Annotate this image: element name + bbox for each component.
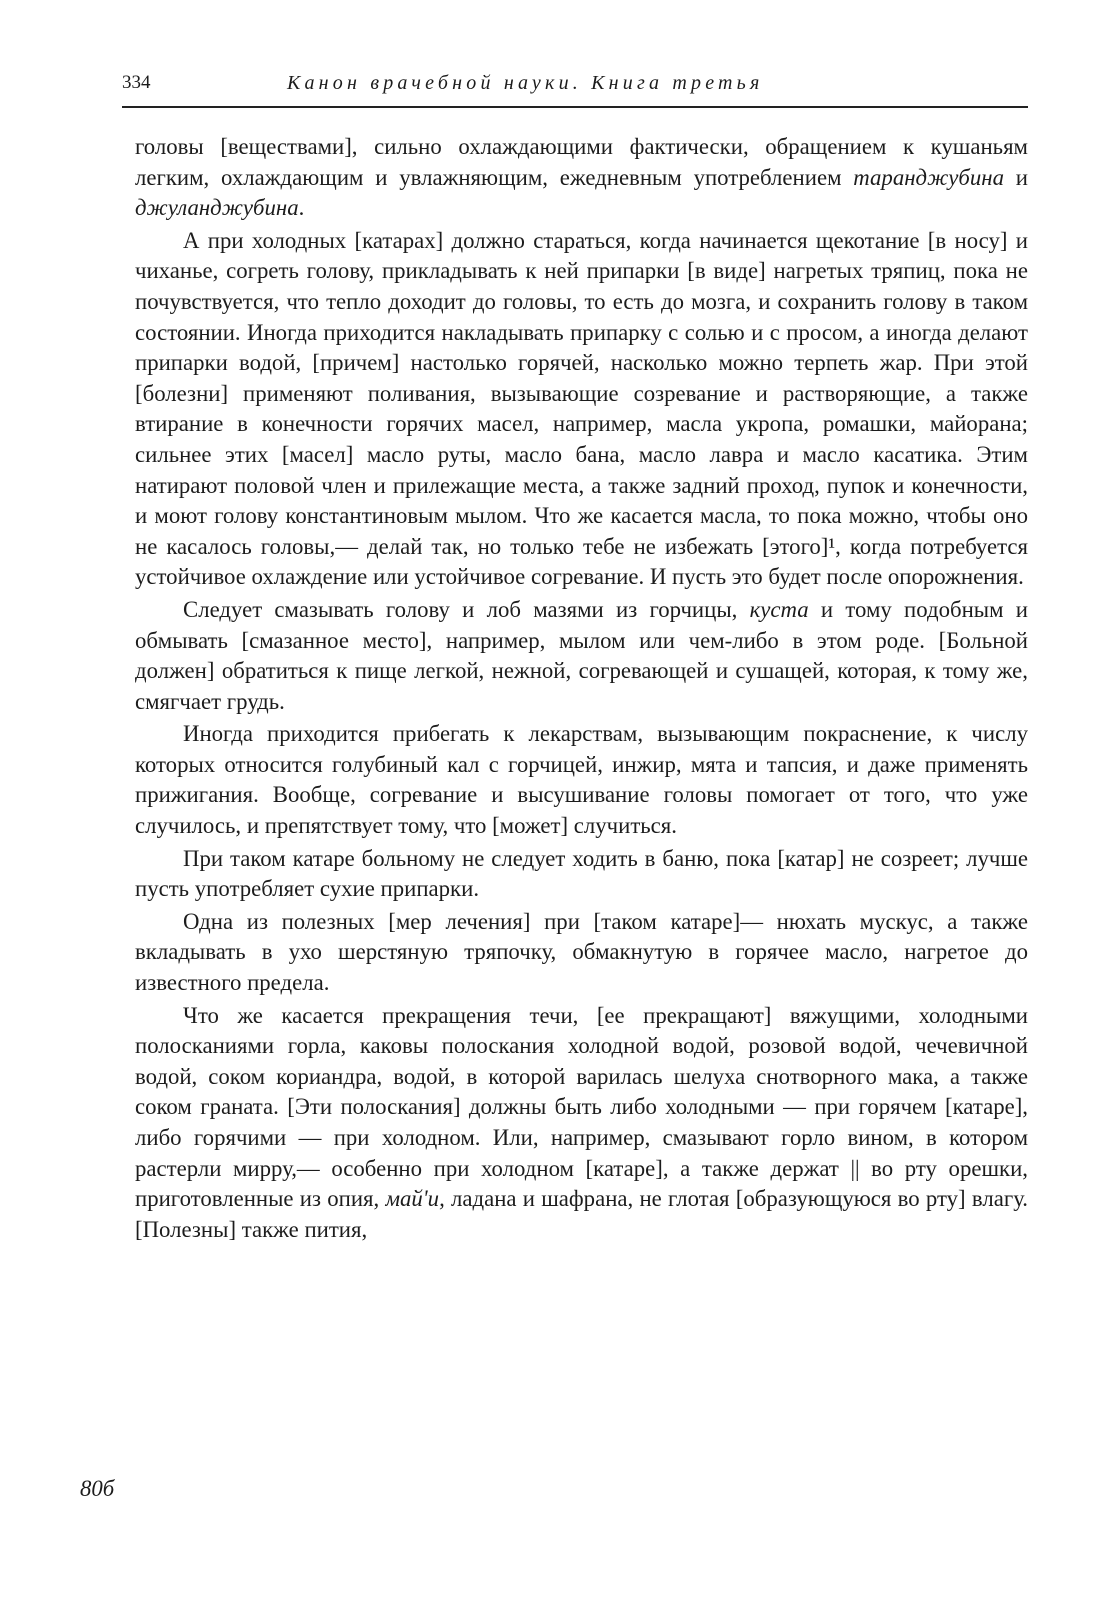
term-taranjubin: таранджубина xyxy=(853,164,1004,190)
margin-folio-note: 80б xyxy=(80,1476,115,1501)
paragraph-7 xyxy=(135,1001,1028,1246)
paragraph-7-text: Что же касается прекращения течи, [ее прекращают] вяжущими, холодными полосканиями горла, каковы полоскания холодной водой, розовой водой, чечевичной водой, соком кориандра, водой, в которой варилась шелуха снотворного мака, а также соком граната. [Эти полоскания] должны быть либо холодными — при горячем [катаре], либо горячими — при холодном. Или, например, смазывают горло вином, в котором растерли мирру,— особенно при холодном [катаре], а также держат || во рту орешки, приготовленные из опия, xyxy=(135,1002,1028,1212)
body-text xyxy=(135,132,1028,1245)
paragraph-3 xyxy=(135,595,1028,717)
running-title: Канон врачебной науки. Книга третья xyxy=(287,72,764,94)
term-mayi: май'и, xyxy=(385,1186,445,1212)
paragraph-2: А при холодных [катарах] должно стараться, когда начинается щекотание [в носу] и чиханье, согреть голову, прикладывать к ней припарки [в виде] нагретых тряпиц, пока не почувствуется, что тепло доходит до головы, то есть до мозга, и сохранить голову в таком состоянии. Иногда приходится накладывать припарку с солью и с просом, а иногда делают припарки водой, [причем] настолько горячей, насколько можно терпеть жар. При этой [болезни] применяют поливания, вызывающие созревание и растворяющие, а также втирание в конечности горячих масел, например, масла укропа, ромашки, майорана; сильнее этих [масел] масло руты, масло бана, масло лавра и масло касатика. Этим натирают половой член и прилежащие места, а также задний проход, пупок и конечности, и моют голову константиновым мылом. Что же касается масла, то пока можно, чтобы оно не касалось головы,— делай так, но только тебе не избежать [этого]¹, когда потребуется устойчивое охлаждение или устойчивое согревание. И пусть это будет после опорожнения. xyxy=(135,227,1028,590)
paragraph-4: Иногда приходится прибегать к лекарствам, вызывающим покраснение, к числу которых относится голубиный кал с горчицей, инжир, мята и тапсия, и даже применять прижигания. Вообще, согревание и высушивание головы помогает от того, что уже случилось, и препятствует тому, что [может] случиться. xyxy=(135,721,1028,839)
page-number: 334 xyxy=(122,72,151,93)
paragraph-3-end: и тому подобным и обмывать [смазанное место], например, мылом или чем-либо в этом роде. [Больной должен] обратиться к пище легкой, нежной, согревающей и сушащей, которая, к тому же, смягчает грудь. xyxy=(135,596,1028,714)
running-header xyxy=(122,70,1028,108)
conjunction: и xyxy=(1003,164,1028,190)
paragraph-5: При таком катаре больному не следует ходить в баню, пока [катар] не созреет; лучше пусть употребляет сухие припарки. xyxy=(135,845,1028,902)
term-kusta: куста xyxy=(749,596,809,622)
paragraph-6: Одна из полезных [мер лечения] при [таком катаре]— нюхать мускус, а также вкладывать в ухо шерстяную тряпочку, обмакнутую в горячее масло, нагретое до известного предела. xyxy=(135,908,1028,996)
term-julanjubin: джуланджубина xyxy=(135,195,299,221)
paragraph-1 xyxy=(135,132,1028,224)
paragraph-3-text: Следует смазывать голову и лоб мазями из горчицы, xyxy=(183,596,750,622)
paragraph-1-text: головы [веществами], сильно охлаждающими фактически, обращением к кушаньям легким, охлаждающим и увлажняющим, ежедневным употреблением xyxy=(135,134,1028,190)
paragraph-7-end: ладана и шафрана, не глотая [образующуюся во рту] влагу. [Полезны] также пития, xyxy=(135,1186,1029,1242)
paragraph-1-end: . xyxy=(298,195,305,221)
